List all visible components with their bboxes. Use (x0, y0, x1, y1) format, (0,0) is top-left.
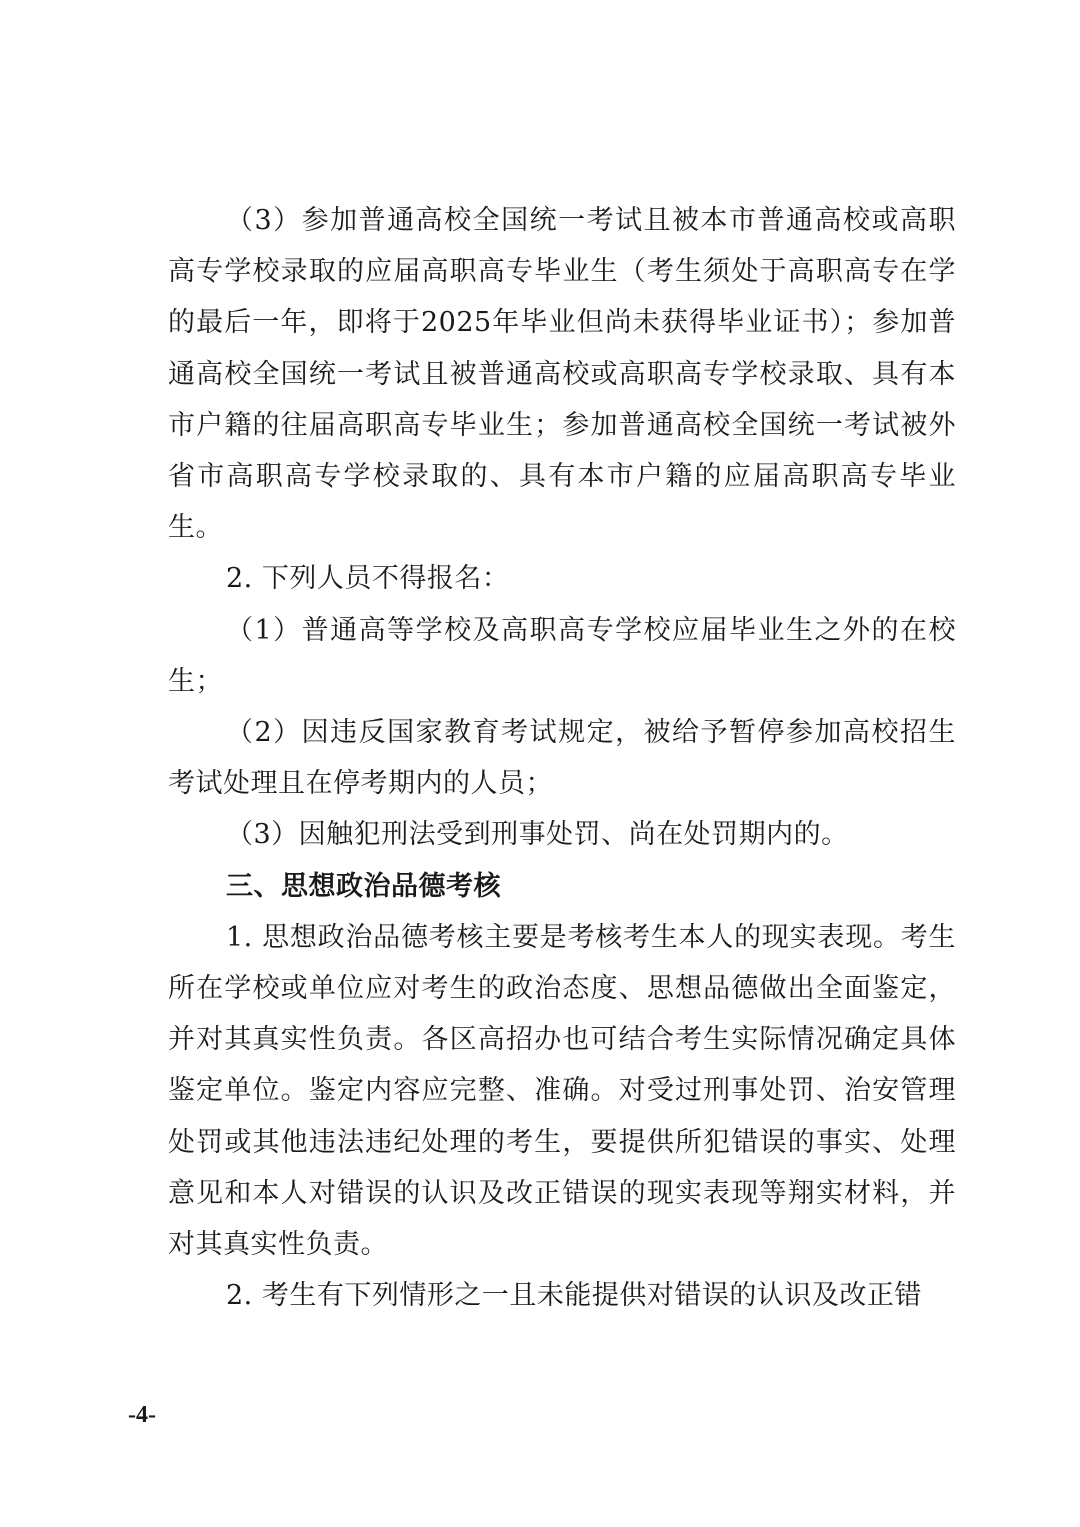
paragraph-ineligible-2: （2）因违反国家教育考试规定，被给予暂停参加高校招生考试处理且在停考期内的人员； (168, 717, 956, 800)
paragraph-ineligible-intro: 2. 下列人员不得报名： (226, 563, 510, 595)
paragraph-assessment-1: 1. 思想政治品德考核主要是考核考生本人的现实表现。考生所在学校或单位应对考生的政治态度、思想品德做出全面鉴定，并对其真实性负责。各区高招办也可结合考生实际情况确定具体鉴定单位。鉴定内容应完整、准确。对受过刑事处罚、治安管理处罚或其他违法违纪处理的考生，要提供所犯错误的事实、处理意见和本人对错误的认识及改正错误的现实表现等翔实材料，并对其真实性负责。 (168, 921, 956, 1261)
paragraph-assessment-2: 2. 考生有下列情形之一且未能提供对错误的认识及改正错 (226, 1280, 922, 1312)
paragraph-ineligible-3: （3）因触犯刑法受到刑事处罚、尚在处罚期内的。 (226, 819, 849, 851)
page-number: -4- (128, 1402, 156, 1428)
paragraph-item-3-admitted-graduates: （3）参加普通高校全国统一考试且被本市普通高校或高职高专学校录取的应届高职高专毕业生（考生须处于高职高专在学的最后一年，即将于2025年毕业但尚未获得毕业证书）；参加普通高校全国统一考试且被普通高校或高职高专学校录取、具有本市户籍的往届高职高专毕业生；参加普通高校全国统一考试被外省市高职高专学校录取的、具有本市户籍的应届高职高专毕业生。 (168, 205, 956, 544)
paragraph-ineligible-1: （1）普通高等学校及高职高专学校应届毕业生之外的在校生； (168, 614, 956, 697)
section-heading-political-assessment: 三、思想政治品德考核 (226, 870, 501, 902)
document-body (168, 195, 956, 1321)
